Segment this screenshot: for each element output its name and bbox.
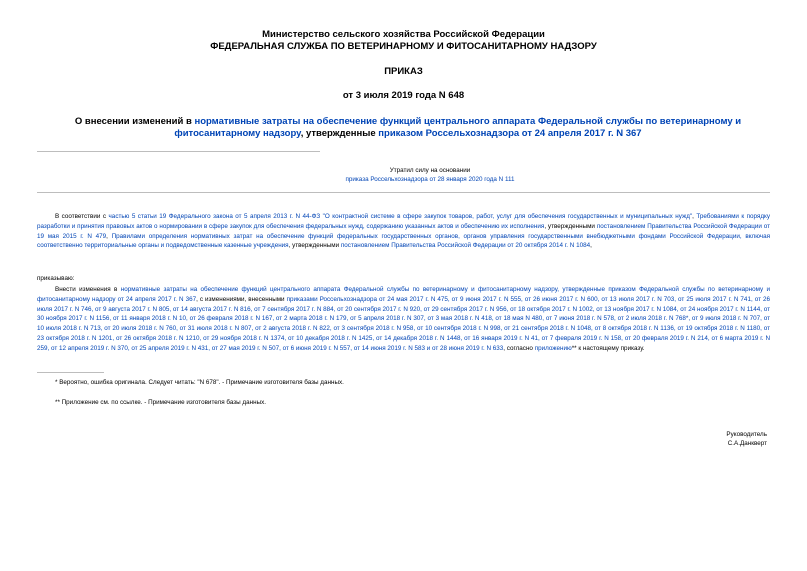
preamble-text: , утвержденными <box>544 222 597 230</box>
body-text: , с изменениями, внесенными <box>196 295 287 303</box>
document-title <box>38 116 778 140</box>
link-normative-costs[interactable]: нормативные затраты на обеспечение функций центрального аппарата Федеральной службы по ветеринарному и фитосанитарному надзору, утвержденные приказом Федеральной службы по ветеринарному и фитосанитарному надзору от 24 апреля 2017 г. N 367 <box>37 286 771 303</box>
signature-block <box>726 430 767 448</box>
link-resolution-1084[interactable]: постановлением Правительства Российской Федерации от 20 октября 2014 г. N 1084 <box>340 242 591 250</box>
preamble-text: , <box>692 213 697 220</box>
status-note <box>250 166 610 184</box>
preamble-text: В соответствии с <box>55 213 109 220</box>
preamble-text: , <box>590 242 592 250</box>
document-date-number: от 3 июля 2019 года N 648 <box>342 90 465 101</box>
body-text: ** к настоящему приказу. <box>571 344 645 352</box>
body-text: Внести изменения в <box>55 286 121 293</box>
title-text: , утвержденные <box>300 128 379 139</box>
link-appendix[interactable]: приложению <box>534 344 572 352</box>
preamble-paragraph <box>37 212 770 251</box>
body-text: , согласно <box>503 344 535 352</box>
document-type: ПРИКАЗ <box>384 66 423 77</box>
status-note-text: Утратил силу на основании <box>389 167 471 174</box>
footnote-divider <box>37 372 104 373</box>
signatory-name: С.А.Данкверт <box>727 440 767 447</box>
link-resolution-479[interactable]: постановлением Правительства Российской Федерации от 19 мая 2015 г. N 479 <box>37 222 770 240</box>
agency-name: ФЕДЕРАЛЬНАЯ СЛУЖБА ПО ВЕТЕРИНАРНОМУ И ФИТОСАНИТАРНОМУ НАДЗОРУ <box>210 41 597 52</box>
preamble-text: , утвержденными <box>288 242 341 250</box>
order-word: приказываю: <box>37 275 75 282</box>
link-requirements[interactable]: Требованиями к порядку разработки и принятия правовых актов о нормировании в сфере закупок для обеспечения федеральных нужд, содержанию указанных актов и обеспечению их исполнения <box>37 213 771 230</box>
link-rules[interactable]: Правилами определения нормативных затрат на обеспечение функций федеральных государственных органов, органов управления государственными внебюджетными фондами Российской Федерации, включая соответственно территориальные органы и подведомственные казенные учреждения <box>37 232 771 250</box>
link-amending-orders[interactable]: приказами Россельхознадзора от 24 мая 2017 г. N 475, от 9 июня 2017 г. N 555, от 26 июня 2017 г. N 600, от 13 июля 2017 г. N 703, от 25 июля 2017 г. N 741, от 26 июля 2017 г. N 746, от 9 августа 2017 г. N 805, от 14 августа 2017 г. N 816, от 7 сентября 2017 г. N 884, от 20 сентября 2017 г. N 920, от 29 сентября 2017 г. N 956, от 18 октября 2017 г. N 1002, от 13 ноября 2017 г. N 1084, от 24 ноября 2017 г. N 1144, от 30 ноября 2017 г. N 1156, от 11 января 2018 г. N 10, от 26 февраля 2018 г. N 167, от 2 марта 2018 г. N 179, от 5 апреля 2018 г. N 307, от 3 мая 2018 г. N 418, от 18 мая N 480, от 7 июня 2018 г. N 578, от 2 июля 2018 г. N 768*, от 9 июля 2018 г. N 707, от 10 июля 2018 г. N 713, от 20 июля 2018 г. N 760, от 31 июля 2018 г. N 807, от 2 августа 2018 г. N 822, от 3 сентября 2018 г. N 958, от 10 сентября 2018 г. N 998, от 21 сентября 2018 г. N 1048, от 8 октября 2018 г. N 1136, от 19 октября 2018 г. N 1180, от 23 октября 2018 г. N 1201, от 26 октября 2018 г. N 1210, от 29 ноября 2018 г. N 1374, от 10 декабря 2018 г. N 1425, от 14 декабря 2018 г. N 1448, от 16 января 2019 г. N 41, от 7 февраля 2019 г. N 158, от 20 февраля 2019 г. N 214, от 6 марта 2019 г. N 259, от 12 апреля 2019 г. N 370, от 25 апреля 2019 г. N 431, от 27 мая 2019 г. N 507, от 6 июня 2019 г. N 557, от 14 июня 2019 г. N 583 и от 28 июня 2019 г. N 633 <box>37 295 770 352</box>
divider <box>37 192 770 193</box>
link-federal-law-44fz[interactable]: частью 5 статьи 19 Федерального закона от 5 апреля 2013 г. N 44-ФЗ "О контрактной системе в сфере закупок товаров, работ, услуг для обеспечения государственных и муниципальных нужд" <box>108 213 693 220</box>
order-body-paragraph <box>37 285 770 354</box>
title-link-normative-costs[interactable]: нормативные затраты на обеспечение функций центрального аппарата Федеральной службы по ветеринарному и фитосанитарному надзору <box>174 116 742 139</box>
signatory-role: Руководитель <box>726 431 767 438</box>
title-text: О внесении изменений в <box>74 116 195 127</box>
footnote-1: * Вероятно, ошибка оригинала. Следует читать: "N 678". - Примечание изготовителя базы данных. <box>55 379 344 386</box>
preamble-text: , <box>106 232 112 240</box>
divider <box>37 151 320 152</box>
title-link-order-367[interactable]: приказом Россельхознадзора от 24 апреля 2017 г. N 367 <box>378 128 642 139</box>
ministry-name: Министерство сельского хозяйства Российской Федерации <box>262 29 545 40</box>
footnote-2: ** Приложение см. по ссылке. - Примечание изготовителя базы данных. <box>55 399 266 406</box>
status-note-link[interactable]: приказа Россельхознадзора от 28 января 2020 года N 111 <box>345 176 515 183</box>
